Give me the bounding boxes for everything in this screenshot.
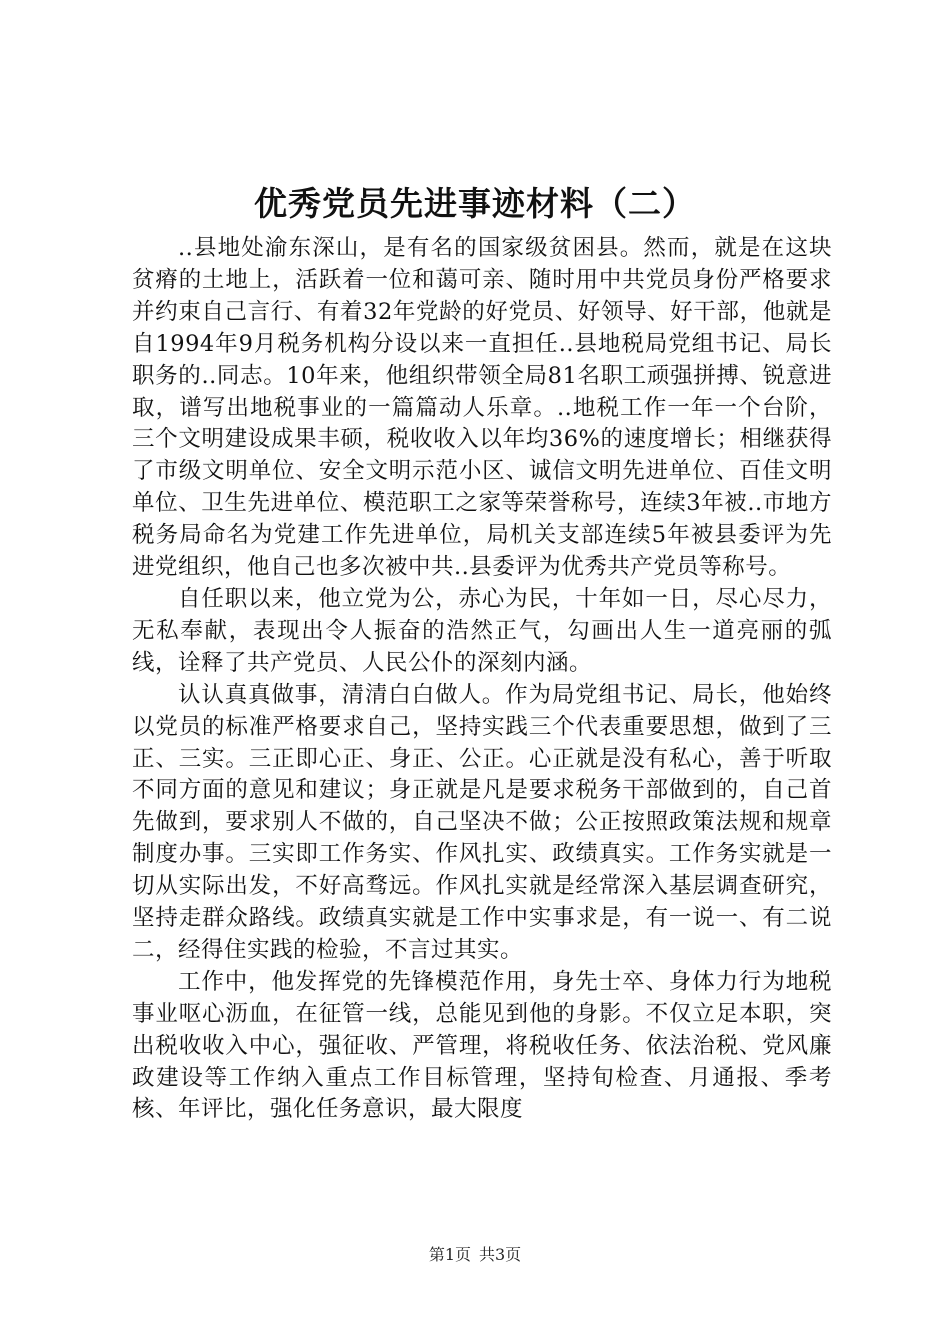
paragraph-3: 认认真真做事，清清白白做人。作为局党组书记、局长，他始终以党员的标准严格要求自己，坚持实践三个代表重要思想，做到了三正、三实。三正即心正、身正、公正。心正就是没有私心，善于听取不同方面的意见和建议；身正就是凡是要求税务干部做到的，自己首先做到，要求别人不做的，自己坚决不做；公正按照政策法规和规章制度办事。三实即工作务实、作风扎实、政绩真实。工作务实就是一切从实际出发，不好高骛远。作风扎实就是经常深入基层调查研究，坚持走群众路线。政绩真实就是工作中实事求是，有一说一、有二说二，经得住实践的检验，不言过其实。	[132, 681, 832, 963]
page-footer	[0, 1245, 950, 1265]
page-number: 第1页	[428, 1245, 471, 1264]
paragraph-1: ..县地处渝东深山，是有名的国家级贫困县。然而，就是在这块贫瘠的土地上，活跃着一位和蔼可亲、随时用中共党员身份严格要求并约束自己言行、有着32年党龄的好党员、好领导、好干部，他就是自1994年9月税务机构分设以来一直担任..县地税局党组书记、局长职务的..同志。10年来，他组织带领全局81名职工顽强拼搏、锐意进取，谱写出地税事业的一篇篇动人乐章。..地税工作一年一个台阶，三个文明建设成果丰硕，税收收入以年均36%的速度增长；相继获得了市级文明单位、安全文明示范小区、诚信文明先进单位、百佳文明单位、卫生先进单位、模范职工之家等荣誉称号，连续3年被..市地方税务局命名为党建工作先进单位，局机关支部连续5年被县委评为先进党组织，他自己也多次被中共..县委评为优秀共产党员等称号。	[132, 235, 832, 581]
document-title: 优秀党员先进事迹材料（二）	[254, 184, 696, 223]
document-body	[132, 233, 832, 1126]
paragraph-4: 工作中，他发挥党的先锋模范作用，身先士卒、身体力行为地税事业呕心沥血，在征管一线，总能见到他的身影。不仅立足本职，突出税收收入中心，强征收、严管理，将税收任务、依法治税、党风廉政建设等工作纳入重点工作目标管理，坚持旬检查、月通报、季考核、年评比，强化任务意识，最大限度	[132, 968, 832, 1123]
paragraph-2: 自任职以来，他立党为公，赤心为民，十年如一日，尽心尽力，无私奉献，表现出令人振奋的浩然正气，勾画出人生一道亮丽的弧线，诠释了共产党员、人民公仆的深刻内涵。	[132, 585, 832, 676]
page-total: 共3页	[479, 1245, 522, 1264]
